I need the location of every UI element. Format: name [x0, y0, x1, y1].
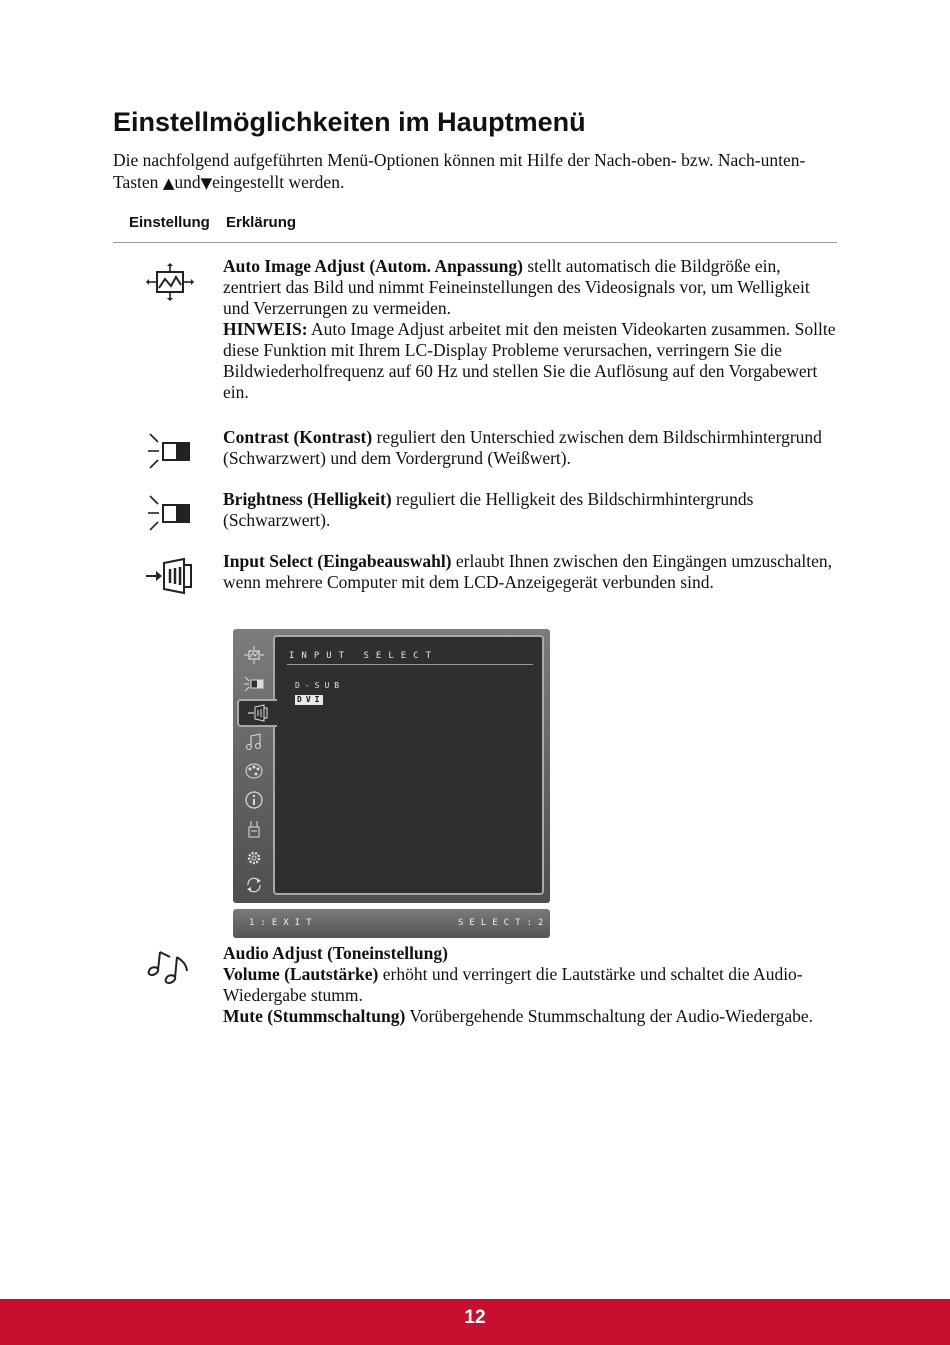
input-select-description: Input Select (Eingabeauswahl) erlaubt Ihnen zwischen den Eingängen umzuschalten, wenn mehrere Computer mit dem LCD-Anzeigegerät verbunden sind. — [223, 551, 833, 592]
column-header-setting: Einstellung — [129, 214, 210, 231]
page-number: 12 — [464, 1307, 486, 1328]
osd-title-underline — [287, 664, 533, 665]
contrast-icon — [146, 432, 192, 470]
osd-select-label: SELECT:2 — [458, 918, 550, 928]
brightness-description: Brightness (Helligkeit) reguliert die Helligkeit des Bildschirmhintergrunds (Schwarzwert). — [223, 489, 754, 530]
osd-tab-memory-recall-icon — [239, 873, 269, 897]
osd-tab-color-palette-icon — [239, 759, 269, 783]
up-arrow-icon: ▲ — [162, 174, 175, 192]
auto-image-adjust-description: Auto Image Adjust (Autom. Anpassung) stellt automatisch die Bildgröße ein, zentriert das Bild und nimmt Feineinstellungen des Videosignals vor, um Welligkeit und Verzerrungen zu vermeiden. HINWEIS: Auto Image Adjust arbeitet mit den meisten Videokarten zusammen. Sollte diese Funktion mit Ihrem LC-Display Probleme verursachen, verringern Sie die Bildwiederholfrequenz auf 60 Hz und stellen Sie die Auflösung auf den Vorgabewert ein. — [223, 256, 836, 402]
page-footer — [0, 1299, 950, 1345]
audio-adjust-description: Audio Adjust (Toneinstellung) Volume (Lautstärke) erhöht und verringert die Lautstärke und schaltet die Audio-Wiedergabe stumm. Mute (Stummschaltung) Vorübergehende Stummschaltung der Audio-Wiedergabe. — [223, 943, 814, 1026]
contrast-description: Contrast (Kontrast) reguliert den Unterschied zwischen dem Bildschirmhintergrund (Schwarzwert) und dem Vordergrund (Weißwert). — [223, 427, 822, 468]
osd-bottom-bar — [233, 909, 550, 938]
page-title: Einstellmöglichkeiten im Hauptmenü — [113, 107, 586, 137]
osd-tab-input-select-icon — [237, 699, 277, 727]
osd-option-dsub: D-SUB — [295, 681, 345, 690]
osd-tab-manual-adjust-icon — [239, 817, 269, 841]
osd-tab-auto-image-adjust-icon — [239, 643, 269, 667]
osd-tab-setup-gear-icon — [239, 846, 269, 870]
audio-adjust-icon — [146, 947, 190, 985]
input-select-icon — [144, 557, 194, 595]
osd-screen — [273, 635, 544, 895]
osd-title: INPUT SELECT — [289, 651, 439, 661]
auto-image-adjust-icon — [146, 263, 194, 301]
header-divider — [113, 242, 837, 243]
osd-tab-audio-icon — [239, 730, 269, 754]
osd-menu-screenshot — [233, 629, 550, 903]
osd-exit-label: 1:EXIT — [249, 918, 318, 928]
osd-tab-contrast-brightness-icon — [239, 672, 269, 696]
brightness-icon — [146, 494, 192, 532]
down-arrow-icon: ▼ — [200, 174, 213, 192]
osd-option-dvi-selected: DVI — [297, 695, 324, 704]
intro-paragraph: Die nachfolgend aufgeführten Menü-Optionen können mit Hilfe der Nach-oben- bzw. Nach-unten-Tasten ▲und▼eingestellt werden. — [113, 150, 806, 192]
osd-tab-info-icon — [239, 788, 269, 812]
column-header-explanation: Erklärung — [226, 214, 297, 231]
